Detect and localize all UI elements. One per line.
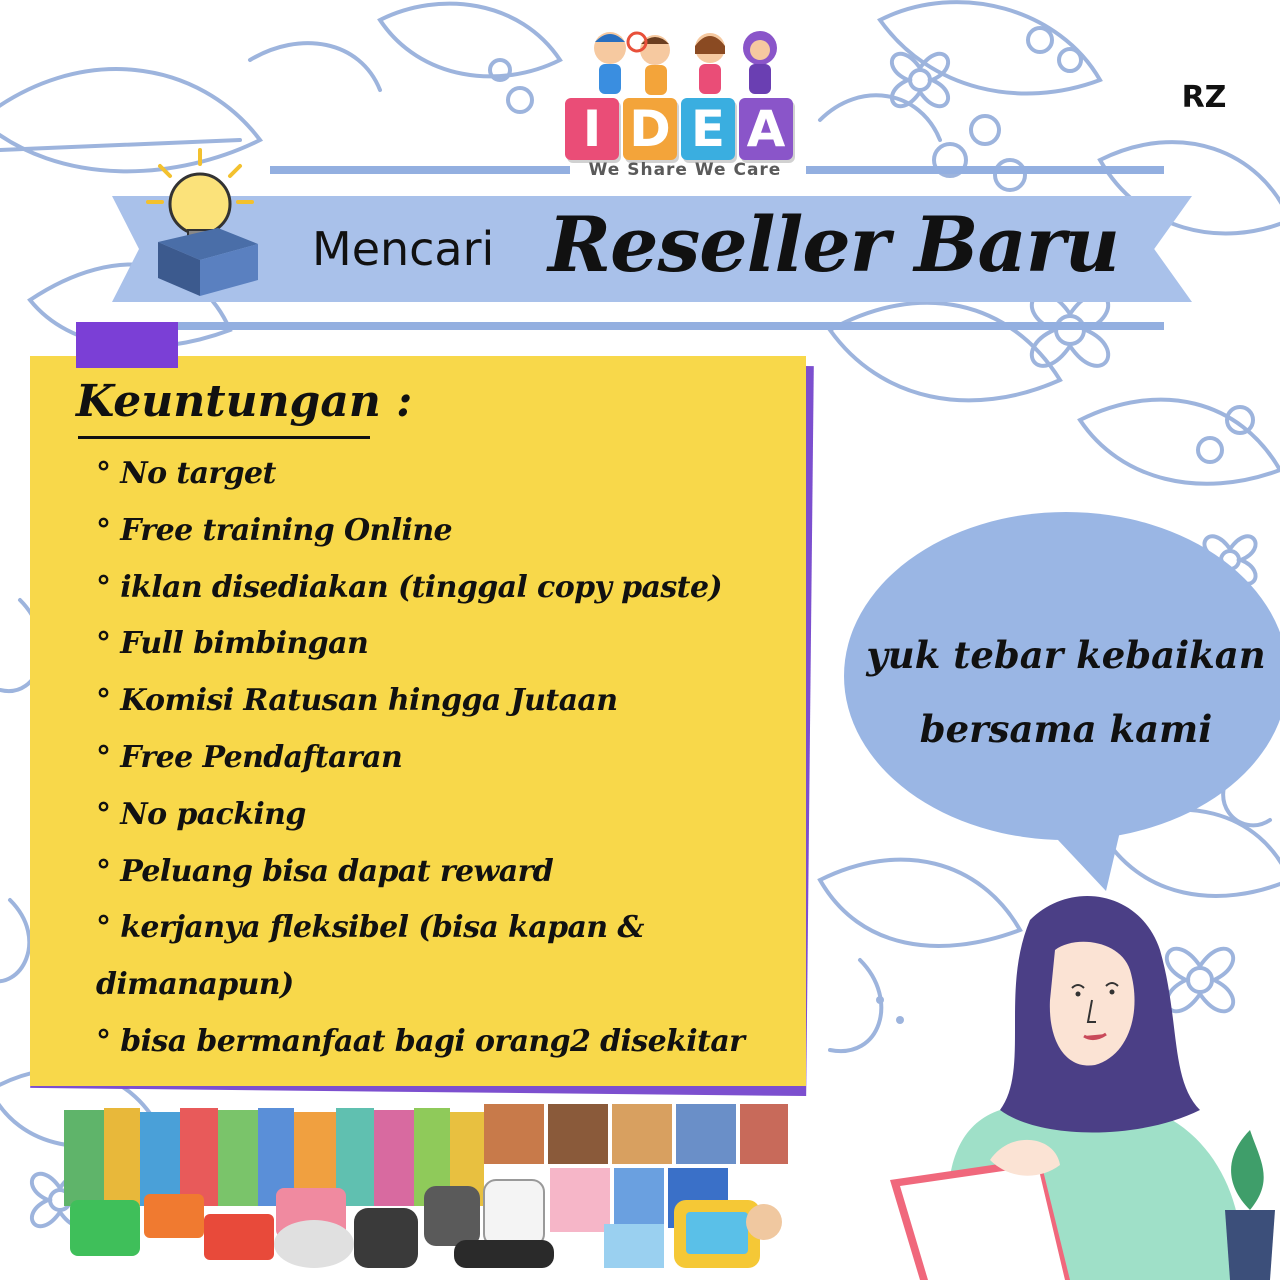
benefit-item: ° No target xyxy=(96,456,276,491)
benefit-item: ° Full bimbingan xyxy=(96,626,369,662)
benefit-item: ° No packing xyxy=(96,796,306,832)
woman-reading-illustration xyxy=(880,880,1280,1280)
logo-letter-a: A xyxy=(739,98,793,160)
logo-letter-blocks xyxy=(565,98,793,160)
benefit-item: ° iklan disediakan (tinggal copy paste) xyxy=(96,569,723,605)
products-collage xyxy=(64,1104,788,1274)
benefits-list xyxy=(96,446,786,1071)
bubble-line-1: yuk tebar kebaikan xyxy=(866,633,1266,677)
banner-top-line xyxy=(270,166,570,174)
benefit-item: ° Komisi Ratusan hingga Jutaan xyxy=(96,683,618,719)
logo-tagline: We Share We Care xyxy=(588,160,782,180)
banner-bottom-line xyxy=(178,322,1164,330)
benefit-item: ° bisa bermanfaat bagi orang2 disekitar xyxy=(96,1023,745,1059)
benefits-title-underline xyxy=(78,436,370,439)
logo-letter-i: I xyxy=(565,98,619,160)
lightbulb-box-icon xyxy=(140,146,270,296)
benefits-title: Keuntungan : xyxy=(76,376,413,427)
rz-badge: RZ xyxy=(1168,62,1240,134)
banner-small-text: Mencari xyxy=(312,222,495,276)
kids-illustration xyxy=(575,20,795,100)
idea-logo xyxy=(560,20,810,190)
card-tape xyxy=(76,322,178,368)
logo-letter-e: E xyxy=(681,98,735,160)
banner-top-line-right xyxy=(806,166,1164,174)
benefit-item: ° kerjanya fleksibel (bisa kapan & xyxy=(96,910,644,946)
bubble-text xyxy=(846,618,1280,766)
bubble-line-2: bersama kami xyxy=(919,707,1213,751)
banner-title: Reseller Baru xyxy=(548,200,1120,289)
benefit-item: ° Free training Online xyxy=(96,512,453,548)
benefit-item: ° Peluang bisa dapat reward xyxy=(96,853,554,889)
benefit-item-continued: dimanapun) xyxy=(96,967,294,1003)
benefit-item: ° Free Pendaftaran xyxy=(96,739,403,775)
logo-letter-d: D xyxy=(623,98,677,160)
